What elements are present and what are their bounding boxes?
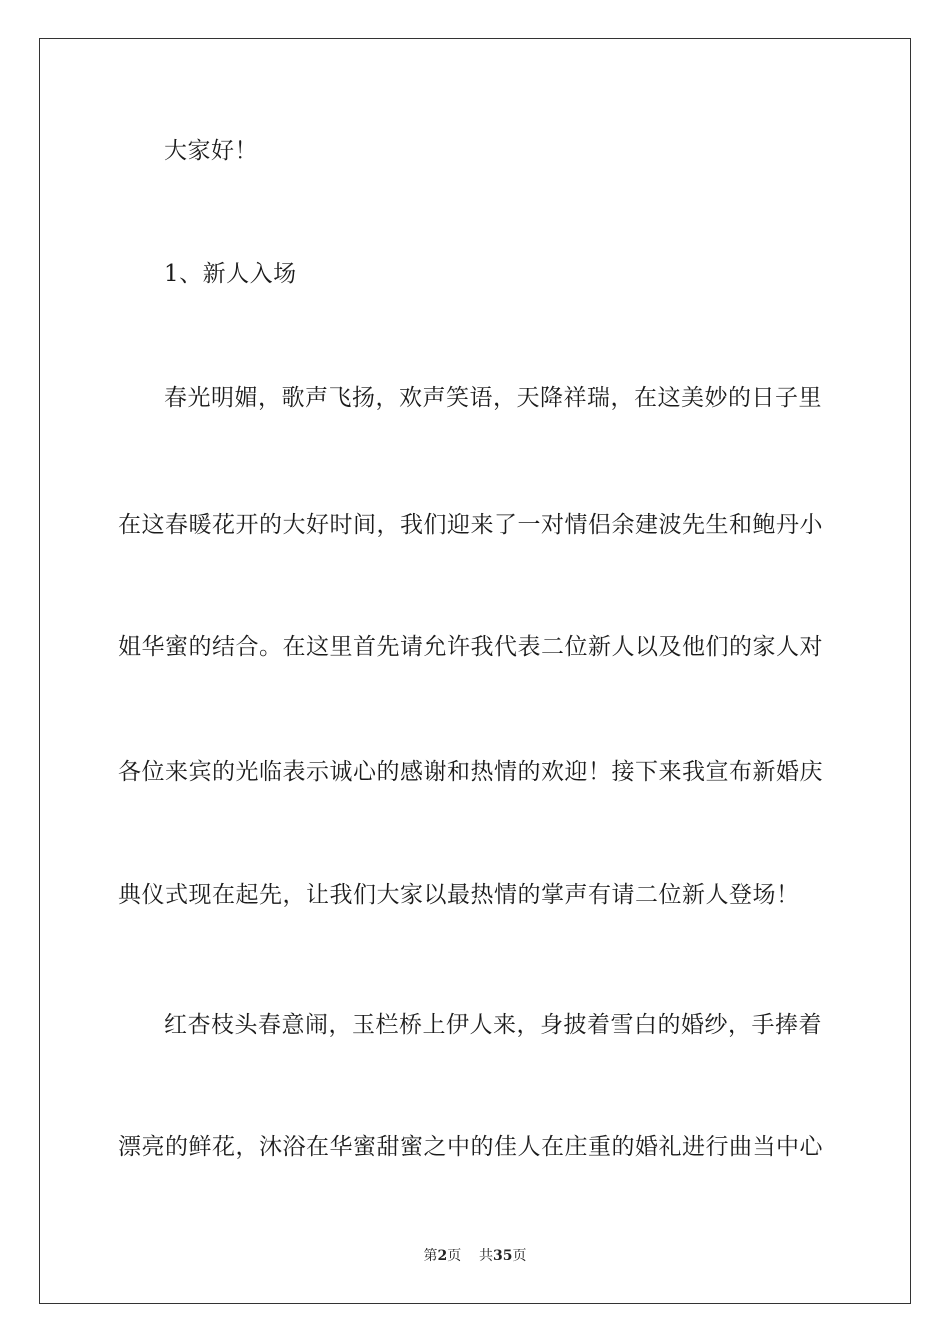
page-suffix: 页 <box>447 1248 462 1264</box>
page-border <box>39 38 911 1304</box>
greeting-text: 大家好！ <box>164 138 258 164</box>
page-prefix: 第 <box>423 1248 438 1264</box>
page-footer <box>0 1247 950 1265</box>
paragraph-line: 漂亮的鲜花，沐浴在华蜜甜蜜之中的佳人在庄重的婚礼进行曲当中心 <box>118 1134 823 1160</box>
page-number: 2 <box>437 1248 448 1264</box>
section-heading: 1、新人入场 <box>164 261 297 287</box>
paragraph-line: 在这春暖花开的大好时间，我们迎来了一对情侣余建波先生和鲍丹小 <box>118 512 823 538</box>
paragraph-line: 各位来宾的光临表示诚心的感谢和热情的欢迎！接下来我宣布新婚庆 <box>118 759 823 785</box>
total-suffix: 页 <box>512 1248 527 1264</box>
total-pages: 35 <box>493 1248 513 1264</box>
paragraph-line: 春光明媚，歌声飞扬，欢声笑语，天降祥瑞，在这美妙的日子里 <box>164 385 822 411</box>
paragraph-line: 姐华蜜的结合。在这里首先请允许我代表二位新人以及他们的家人对 <box>118 634 823 660</box>
paragraph-line: 红杏枝头春意闹，玉栏桥上伊人来，身披着雪白的婚纱，手捧着 <box>164 1012 822 1038</box>
total-prefix: 共 <box>479 1248 494 1264</box>
paragraph-line: 典仪式现在起先，让我们大家以最热情的掌声有请二位新人登场！ <box>118 882 800 908</box>
